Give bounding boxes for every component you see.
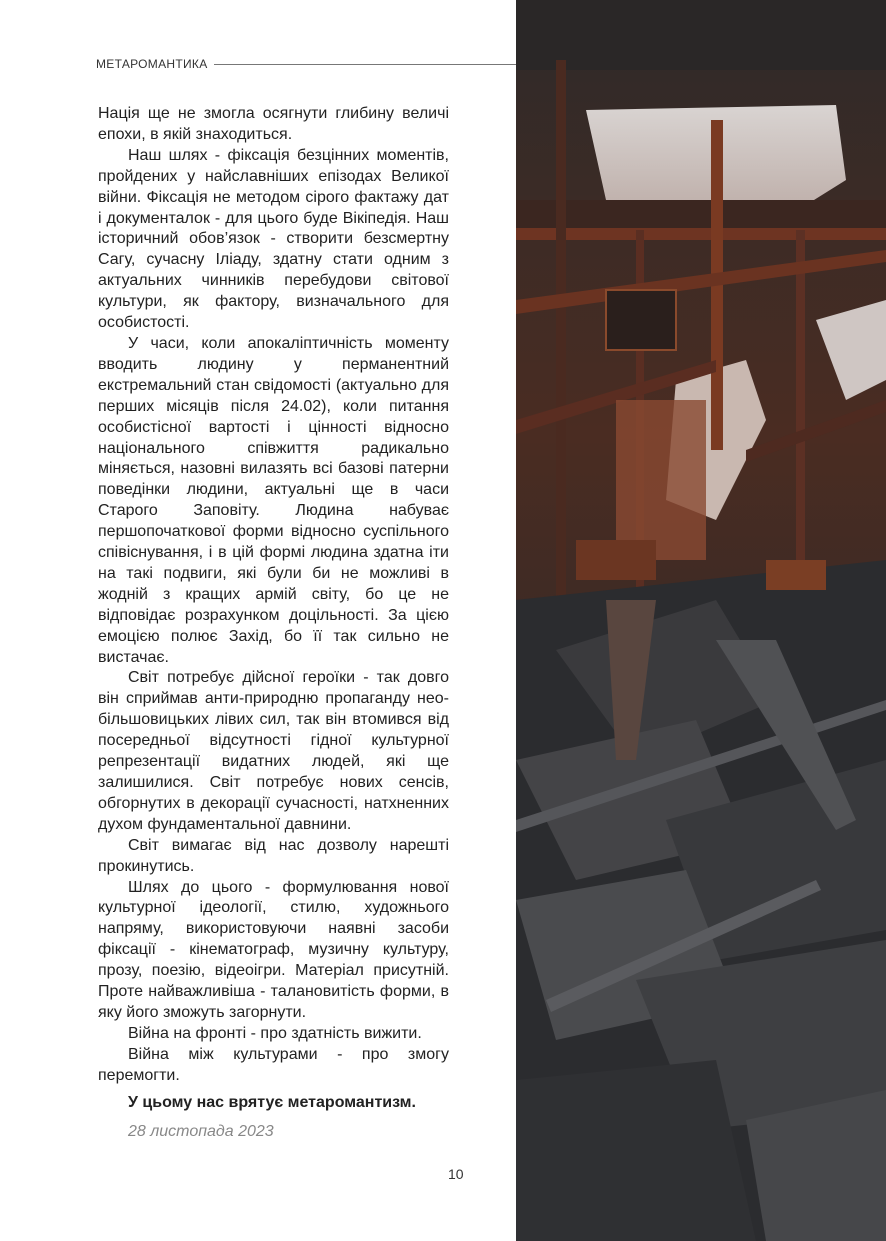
paragraph-3: У часи, коли апокаліптичність моменту вводить людину у перманентний екстремальний стан свідомості (актуально для перших місяців після 24.02), коли питання особистісної вартості і цінності відносно національного співжиття радикально міняється, назовні вилазять всі базові патерни поведінки людини, актуальні ще в часи Старого Заповіту. Людина набуває першопочаткової форми відносно суспільного співіснування, і в цій формі людина здатна іти на такі подвиги, які були би не можливі в жодній з кращих армій світу, бо це не відповідає розрахунком доцільності. За цією емоцією полює Захід, бо її так сильно не вистачає.	[98, 334, 449, 666]
paragraph-6: Шлях до цього - формулювання нової культурної ідеології, стилю, художнього напряму, використовуючи наявні засоби фіксації - кінематограф, музичну культуру, прозу, поезію, відеоігри. Матеріал присутній. Проте найважливіша - талановитість форми, в яку його зможуть загорнути.	[98, 878, 449, 1021]
paragraph-8: Війна між культурами - про змогу перемогти.	[98, 1045, 449, 1084]
closing-line: У цьому нас врятує метаромантизм.	[128, 1093, 416, 1111]
paragraph-4: Світ потребує дійсної героїки - так довго він сприймав анти-природню пропаганду нео-більшовицьких лівих сил, так він втомився від посередньої відсутності гідної культурної репрезентації видатних людей, які ще залишилися. Світ потребує нових сенсів, обгорнутих в декорації сучасності, натхненних духом фундаментальної давнини.	[98, 669, 449, 833]
paragraph-1: Нація ще не змогла осягнути глибину величі епохи, в якій знаходиться.	[98, 105, 449, 143]
article-body	[98, 104, 449, 1142]
paragraph-5: Світ вимагає від нас дозволу нарешті прокинутись.	[98, 836, 449, 875]
header-title: МЕТАРОМАНТИКА	[96, 57, 208, 71]
paragraph-2: Наш шлях - фіксація безцінних моментів, пройдених у найславніших епізодах Великої війни. Фіксація не методом сірого фактажу дат і документалок - для цього буде Вікіпедія. Наш історичний обов’язок - створити безсмертну Сагу, сучасну Іліаду, здатну стати одним з актуальних чинників перебудови світової культури, як фактору, визначального для особистості.	[98, 146, 449, 332]
running-header	[96, 56, 516, 72]
header-rule	[214, 64, 516, 65]
page-number: 10	[448, 1166, 464, 1182]
ruined-factory-photo	[516, 0, 886, 1241]
publication-date: 28 листопада 2023	[128, 1122, 274, 1140]
paragraph-7: Війна на фронті - про здатність вижити.	[128, 1024, 422, 1042]
photo-illustration	[516, 0, 886, 1241]
